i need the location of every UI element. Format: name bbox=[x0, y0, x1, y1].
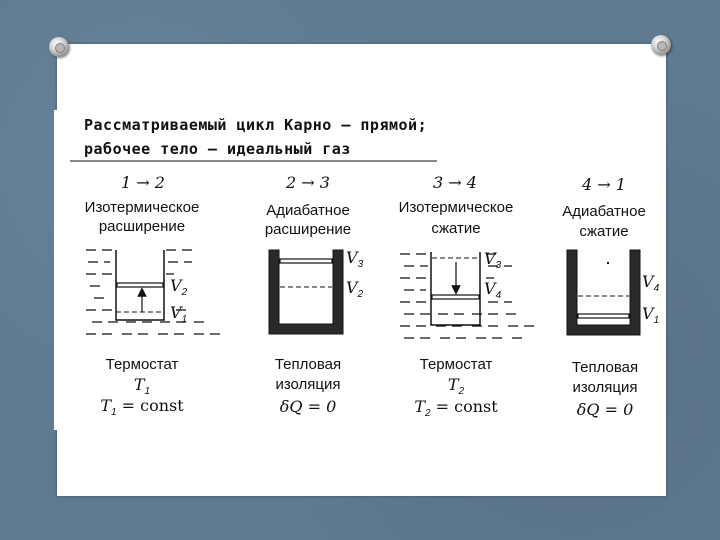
header-line-1: Рассматриваемый цикл Карно — прямой; bbox=[84, 116, 428, 134]
transition-label: 3 → 4 bbox=[433, 173, 477, 192]
environment-line1: Термостат bbox=[419, 356, 493, 373]
volume-label-bottom: $V_2$ bbox=[346, 278, 364, 300]
volume-label-bottom: $V_1$ bbox=[642, 304, 660, 326]
process-label-line1: Адиабатное bbox=[266, 202, 350, 219]
environment-line3: $T_2$ = const bbox=[414, 397, 498, 419]
header-line-2: рабочее тело — идеальный газ bbox=[84, 140, 351, 158]
environment-line2: $T_1$ bbox=[133, 375, 151, 397]
environment-line1: Тепловая bbox=[274, 356, 342, 373]
process-label-line1: Изотермическое bbox=[84, 199, 200, 216]
piston bbox=[432, 295, 479, 299]
environment-line3: δQ = 0 bbox=[576, 400, 634, 419]
transition-label: 2 → 3 bbox=[286, 173, 330, 192]
volume-label-top: $V_3$ bbox=[346, 248, 364, 270]
environment-line2: изоляция bbox=[275, 376, 341, 393]
piston bbox=[280, 259, 332, 263]
process-label-line2: сжатие bbox=[431, 220, 481, 237]
process-label-line1: Адиабатное bbox=[562, 203, 646, 220]
process-label-line2: расширение bbox=[98, 218, 186, 235]
transition-label: 1 → 2 bbox=[121, 173, 165, 192]
environment-line1: Термостат bbox=[105, 356, 179, 373]
volume-label-top: $V_4$ bbox=[642, 272, 660, 294]
process-label-line2: сжатие bbox=[579, 223, 629, 240]
transition-label: 4 → 1 bbox=[582, 175, 626, 194]
piston bbox=[117, 283, 163, 287]
process-label-line1: Изотермическое bbox=[398, 199, 514, 216]
volume-label-top: $V_2$ bbox=[170, 276, 188, 298]
volume-label-top: $V_3$ bbox=[484, 249, 502, 271]
process-label-line2: расширение bbox=[264, 221, 352, 238]
volume-label-bottom: $V_4$ bbox=[484, 279, 502, 301]
volume-label-bottom: $V_1$ bbox=[170, 303, 188, 325]
environment-line2: $T_2$ bbox=[447, 375, 465, 397]
environment-line1: Тепловая bbox=[571, 359, 639, 376]
environment-line3: δQ = 0 bbox=[279, 397, 337, 416]
environment-line2: изоляция bbox=[572, 379, 638, 396]
piston bbox=[578, 314, 629, 318]
environment-line3: $T_1$ = const bbox=[100, 396, 184, 418]
